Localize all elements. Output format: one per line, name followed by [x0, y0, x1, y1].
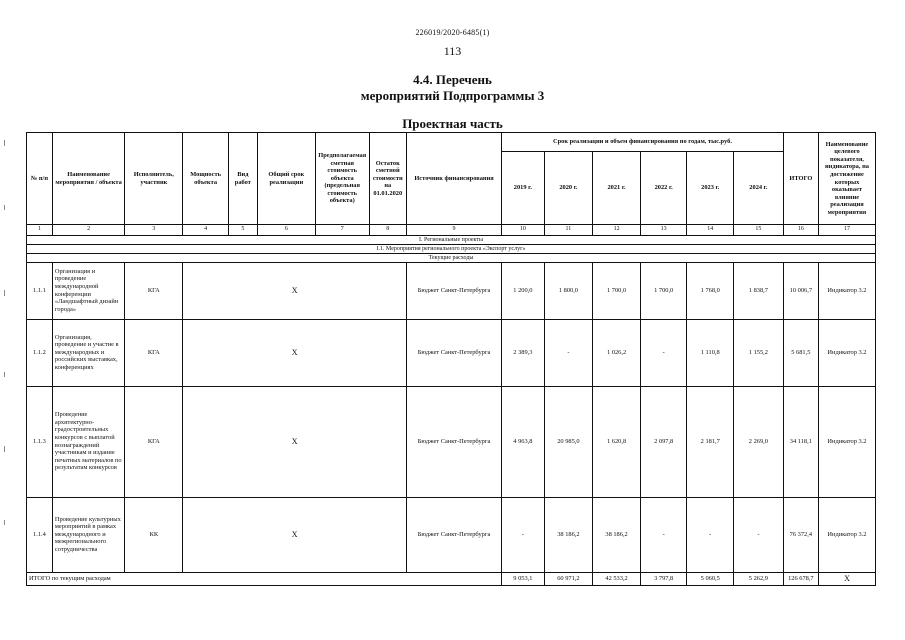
col-header-total: ИТОГО	[783, 133, 818, 225]
row-number: 1.1.2	[27, 319, 53, 386]
year-value: 1 155,2	[734, 319, 784, 386]
executor: КГА	[125, 262, 183, 319]
table-row	[27, 319, 876, 386]
col-header-year: 2021 г.	[593, 152, 641, 225]
column-number: 15	[734, 225, 784, 236]
col-header-estimated-cost: Предполагаемая сметная стоимость объекта (предельная стоимость объекта)	[315, 133, 369, 225]
merged-not-applicable: Х	[183, 386, 407, 497]
year-value: 1 700,0	[593, 262, 641, 319]
year-value: -	[640, 319, 687, 386]
measure-name: Организация, проведение и участие в международных и российских выставках, конференциях	[52, 319, 124, 386]
year-value: -	[734, 497, 784, 572]
executor: КК	[125, 497, 183, 572]
column-number: 17	[818, 225, 875, 236]
col-header-work-type: Вид работ	[228, 133, 257, 225]
row-number: 1.1.3	[27, 386, 53, 497]
row-total: 10 006,7	[783, 262, 818, 319]
indicator: Индикатор 3.2	[818, 386, 875, 497]
part-title: Проектная часть	[402, 116, 503, 131]
scan-margin-mark	[4, 372, 5, 377]
executor: КГА	[125, 319, 183, 386]
year-value: -	[640, 497, 687, 572]
year-value: 1 768,0	[687, 262, 734, 319]
year-value: 1 800,0	[544, 262, 593, 319]
column-number: 8	[369, 225, 406, 236]
merged-not-applicable: Х	[183, 497, 407, 572]
column-number: 10	[502, 225, 544, 236]
year-value: 20 985,0	[544, 386, 593, 497]
col-header-capacity: Мощность объекта	[183, 133, 229, 225]
page-number: 113	[443, 44, 462, 58]
merged-not-applicable: Х	[183, 319, 407, 386]
total-indicator: Х	[818, 572, 875, 585]
table-row	[27, 386, 876, 497]
scan-margin-mark	[4, 290, 5, 296]
col-header-name: Наименование мероприятия / объекта	[52, 133, 124, 225]
measure-name: Проведение культурных мероприятий в рамках международного и межрегионального сотрудничества	[52, 497, 124, 572]
year-value: 38 186,2	[593, 497, 641, 572]
subsection-title: I.1. Мероприятия регионального проекта «Экспорт услуг»	[27, 244, 876, 253]
funding-source: Бюджет Санкт-Петербурга	[406, 497, 501, 572]
scan-margin-mark	[4, 205, 5, 210]
row-total: 34 118,1	[783, 386, 818, 497]
column-number: 2	[52, 225, 124, 236]
section-title: I. Региональные проекты	[27, 235, 876, 244]
year-value: 1 026,2	[593, 319, 641, 386]
measure-name: Проведение архитектурно-градостроительных конкурсов с выплатой вознаграждений участникам и издание печатных материалов по результатам конкурсов	[52, 386, 124, 497]
row-total: 76 372,4	[783, 497, 818, 572]
col-header-period-group: Срок реализации и объем финансирования по годам, тыс.руб.	[502, 133, 784, 152]
year-value: 1 200,0	[502, 262, 544, 319]
expense-type-row	[27, 253, 876, 262]
column-number: 3	[125, 225, 183, 236]
row-total: 5 681,5	[783, 319, 818, 386]
measures-table	[26, 132, 876, 586]
column-number-row	[27, 225, 876, 236]
col-header-executor: Исполнитель, участник	[125, 133, 183, 225]
year-value: 2 269,0	[734, 386, 784, 497]
year-value: 1 838,7	[734, 262, 784, 319]
year-value: 2 097,8	[640, 386, 687, 497]
merged-not-applicable: Х	[183, 262, 407, 319]
col-header-year: 2023 г.	[687, 152, 734, 225]
table-row	[27, 497, 876, 572]
column-number: 5	[228, 225, 257, 236]
page-title	[0, 72, 905, 104]
column-number: 6	[257, 225, 315, 236]
col-header-num: № п/п	[27, 133, 53, 225]
table-row	[27, 262, 876, 319]
document-id: 226019/2020-6485(1)	[415, 28, 490, 37]
year-value: 2 389,3	[502, 319, 544, 386]
scan-margin-mark	[4, 446, 5, 452]
expense-type-title: Текущие расходы	[27, 253, 876, 262]
column-number: 11	[544, 225, 593, 236]
column-number: 14	[687, 225, 734, 236]
indicator: Индикатор 3.2	[818, 319, 875, 386]
subsection-row	[27, 244, 876, 253]
year-value: 1 620,8	[593, 386, 641, 497]
year-value: 4 963,8	[502, 386, 544, 497]
funding-source: Бюджет Санкт-Петербурга	[406, 262, 501, 319]
total-year-value: 5 262,9	[734, 572, 784, 585]
row-number: 1.1.1	[27, 262, 53, 319]
year-value: 1 110,8	[687, 319, 734, 386]
col-header-remaining-cost: Остаток сметной стоимости на 01.01.2020	[369, 133, 406, 225]
year-value: 2 181,7	[687, 386, 734, 497]
scan-margin-mark	[4, 520, 5, 525]
title-line-1: 4.4. Перечень	[413, 72, 492, 87]
col-header-year: 2019 г.	[502, 152, 544, 225]
indicator: Индикатор 3.2	[818, 262, 875, 319]
column-number: 16	[783, 225, 818, 236]
total-year-value: 3 797,8	[640, 572, 687, 585]
indicator: Индикатор 3.2	[818, 497, 875, 572]
col-header-term: Общий срок реализации	[257, 133, 315, 225]
column-number: 7	[315, 225, 369, 236]
column-number: 4	[183, 225, 229, 236]
col-header-year: 2020 г.	[544, 152, 593, 225]
scan-margin-mark	[4, 140, 5, 146]
year-value: 1 700,0	[640, 262, 687, 319]
row-number: 1.1.4	[27, 497, 53, 572]
col-header-year: 2022 г.	[640, 152, 687, 225]
year-value: -	[544, 319, 593, 386]
col-header-year: 2024 г.	[734, 152, 784, 225]
col-header-funding-source: Источник финансирования	[406, 133, 501, 225]
column-number: 1	[27, 225, 53, 236]
col-header-indicator: Наименование целевого показателя, индикатора, на достижение которых оказывает влияние реализация мероприятия	[818, 133, 875, 225]
column-number: 13	[640, 225, 687, 236]
section-row	[27, 235, 876, 244]
year-value: -	[502, 497, 544, 572]
column-number: 12	[593, 225, 641, 236]
executor: КГА	[125, 386, 183, 497]
column-number: 9	[406, 225, 501, 236]
total-year-value: 9 053,1	[502, 572, 544, 585]
year-value: -	[687, 497, 734, 572]
total-year-value: 60 971,2	[544, 572, 593, 585]
total-row	[27, 572, 876, 585]
measure-name: Организация и проведение международной конференции «Ландшафтный дизайн города»	[52, 262, 124, 319]
funding-source: Бюджет Санкт-Петербурга	[406, 319, 501, 386]
title-line-2: мероприятий Подпрограммы 3	[360, 88, 545, 103]
funding-source: Бюджет Санкт-Петербурга	[406, 386, 501, 497]
total-year-value: 5 060,5	[687, 572, 734, 585]
total-label: ИТОГО по текущим расходам	[27, 572, 502, 585]
year-value: 38 186,2	[544, 497, 593, 572]
grand-total: 126 678,7	[783, 572, 818, 585]
total-year-value: 42 533,2	[593, 572, 641, 585]
